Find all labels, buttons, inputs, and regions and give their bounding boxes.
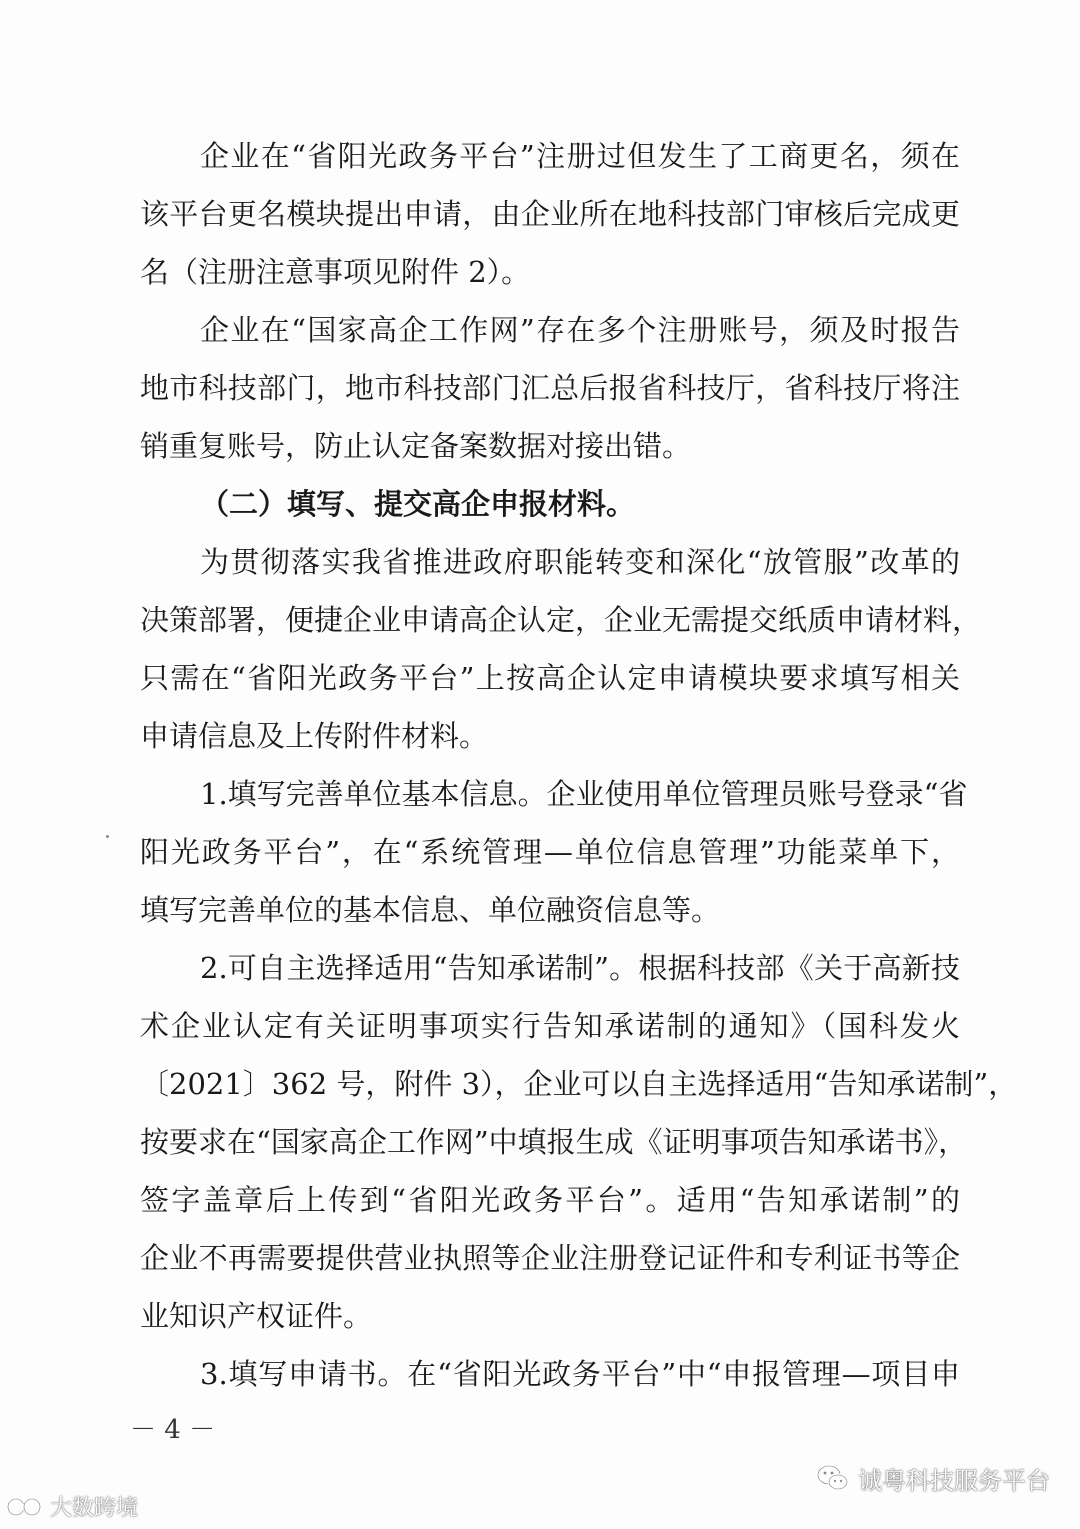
section-heading: （二）填写、提交高企申报材料。	[200, 487, 636, 521]
watermark-right-text: 诚粤科技服务平台	[858, 1466, 1050, 1495]
weibo-style-logo-icon	[6, 1493, 46, 1519]
paragraph-3-line-2: 决策部署，便捷企业申请高企认定，企业无需提交纸质申请材料，	[140, 603, 982, 637]
paragraph-2-line-1: 企业在“国家高企工作网”存在多个注册账号，须及时报告	[200, 313, 960, 347]
paragraph-5-line-6: 企业不再需要提供营业执照等企业注册登记证件和专利证书等企	[140, 1241, 960, 1275]
scan-speck	[106, 835, 109, 838]
paragraph-1-line-2: 该平台更名模块提出申请，由企业所在地科技部门审核后完成更	[140, 197, 960, 231]
paragraph-4-line-1: 1.填写完善单位基本信息。企业使用单位管理员账号登录“省	[200, 777, 968, 811]
paragraph-1-line-3: 名（注册注意事项见附件 2）。	[140, 255, 531, 289]
paragraph-3-line-3: 只需在“省阳光政务平台”上按高企认定申请模块要求填写相关	[140, 661, 960, 695]
paragraph-5-line-4: 按要求在“国家高企工作网”中填报生成《证明事项告知承诺书》，	[140, 1125, 968, 1159]
paragraph-3-line-4: 申请信息及上传附件材料。	[140, 719, 489, 753]
paragraph-5-line-1: 2.可自主选择适用“告知承诺制”。根据科技部《关于高新技	[200, 951, 960, 985]
paragraph-6-line-1: 3.填写申请书。在“省阳光政务平台”中“申报管理—项目申	[200, 1357, 960, 1391]
paragraph-1-line-1: 企业在“省阳光政务平台”注册过但发生了工商更名，须在	[200, 139, 960, 173]
paragraph-5-line-7: 业知识产权证件。	[140, 1299, 373, 1333]
paragraph-2-line-2: 地市科技部门，地市科技部门汇总后报省科技厅，省科技厅将注	[140, 371, 960, 405]
page-number: － 4 －	[130, 1415, 216, 1445]
watermark-right	[816, 1460, 1050, 1496]
wechat-icon	[816, 1463, 850, 1493]
paragraph-3-line-1: 为贯彻落实我省推进政府职能转变和深化“放管服”改革的	[200, 545, 960, 579]
watermark-left-text: 大数跨境	[50, 1495, 139, 1521]
paragraph-4-line-3: 填写完善单位的基本信息、单位融资信息等。	[140, 893, 721, 927]
paragraph-2-line-3: 销重复账号，防止认定备案数据对接出错。	[140, 429, 692, 463]
watermark-left	[6, 1490, 138, 1522]
paragraph-4-line-2: 阳光政务平台”，在“系统管理—单位信息管理”功能菜单下，	[140, 835, 960, 869]
paragraph-5-line-5: 签字盖章后上传到“省阳光政务平台”。适用“告知承诺制”的	[140, 1183, 960, 1217]
paragraph-5-line-3: 〔2021〕362 号，附件 3），企业可以自主选择适用“告知承诺制”，	[140, 1067, 1018, 1101]
paragraph-5-line-2: 术企业认定有关证明事项实行告知承诺制的通知》（国科发火	[140, 1009, 960, 1043]
